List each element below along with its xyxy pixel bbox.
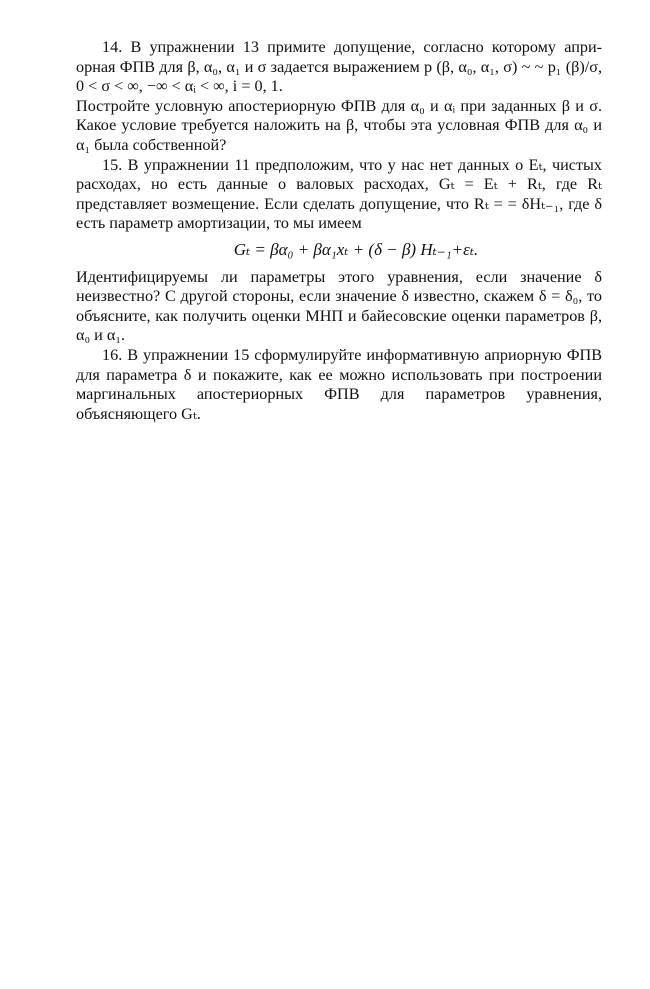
- exercise-15-question: Идентифицируемы ли параметры этого уравнения, если значение δ неизвестно? С другой стороны, если значение δ известно, скажем δ = δ₀, то объясните, как получить оценки МНП и байесовские оценки параметров β, α₀ и α₁.: [76, 267, 602, 345]
- page-text: [76, 38, 602, 424]
- equation-g-t: Gₜ = βα₀ + βα₁xₜ + (δ − β) Hₜ₋₁+εₜ.: [233, 239, 479, 259]
- exercise-16-number: 16.: [102, 345, 123, 364]
- exercise-14-text: В упражнении 13 примите допущение, согласно которому априорная ФПВ для β, α₀, α₁ и σ задается выражением p (β, α₀, α₁, σ) ~ ~ p₁ (β)/σ, 0 < σ < ∞, −∞ < αᵢ < ∞, i = 0, 1.: [76, 38, 603, 96]
- exercise-14-question: Постройте условную апостериорную ФПВ для α₀ и αᵢ при заданных β и σ. Какое условие требуется наложить на β, чтобы эта условная ФПВ для α₀ и α₁ была собственной?: [76, 96, 602, 154]
- exercise-15-intro: [76, 156, 602, 234]
- exercise-14-number: 14.: [102, 38, 123, 56]
- exercise-16: [76, 346, 602, 424]
- exercise-14-intro: [76, 38, 602, 97]
- exercise-16-text: В упражнении 15 сформулируйте информативную априорную ФПВ для параметра δ и покажите, как ее можно использовать при построении маргинальных апостериорных ФПВ для параметров уравнения, объясняющего Gₜ.: [76, 345, 602, 423]
- exercise-15-number: 15.: [102, 155, 123, 174]
- exercise-15-text: В упражнении 11 предположим, что у нас нет данных о Eₜ, чистых расходах, но есть данные о валовых расходах, Gₜ = Eₜ + Rₜ, где Rₜ представляет возмещение. Если сделать допущение, что Rₜ = = δHₜ₋₁, где δ есть параметр амортизации, то мы имеем: [76, 155, 603, 233]
